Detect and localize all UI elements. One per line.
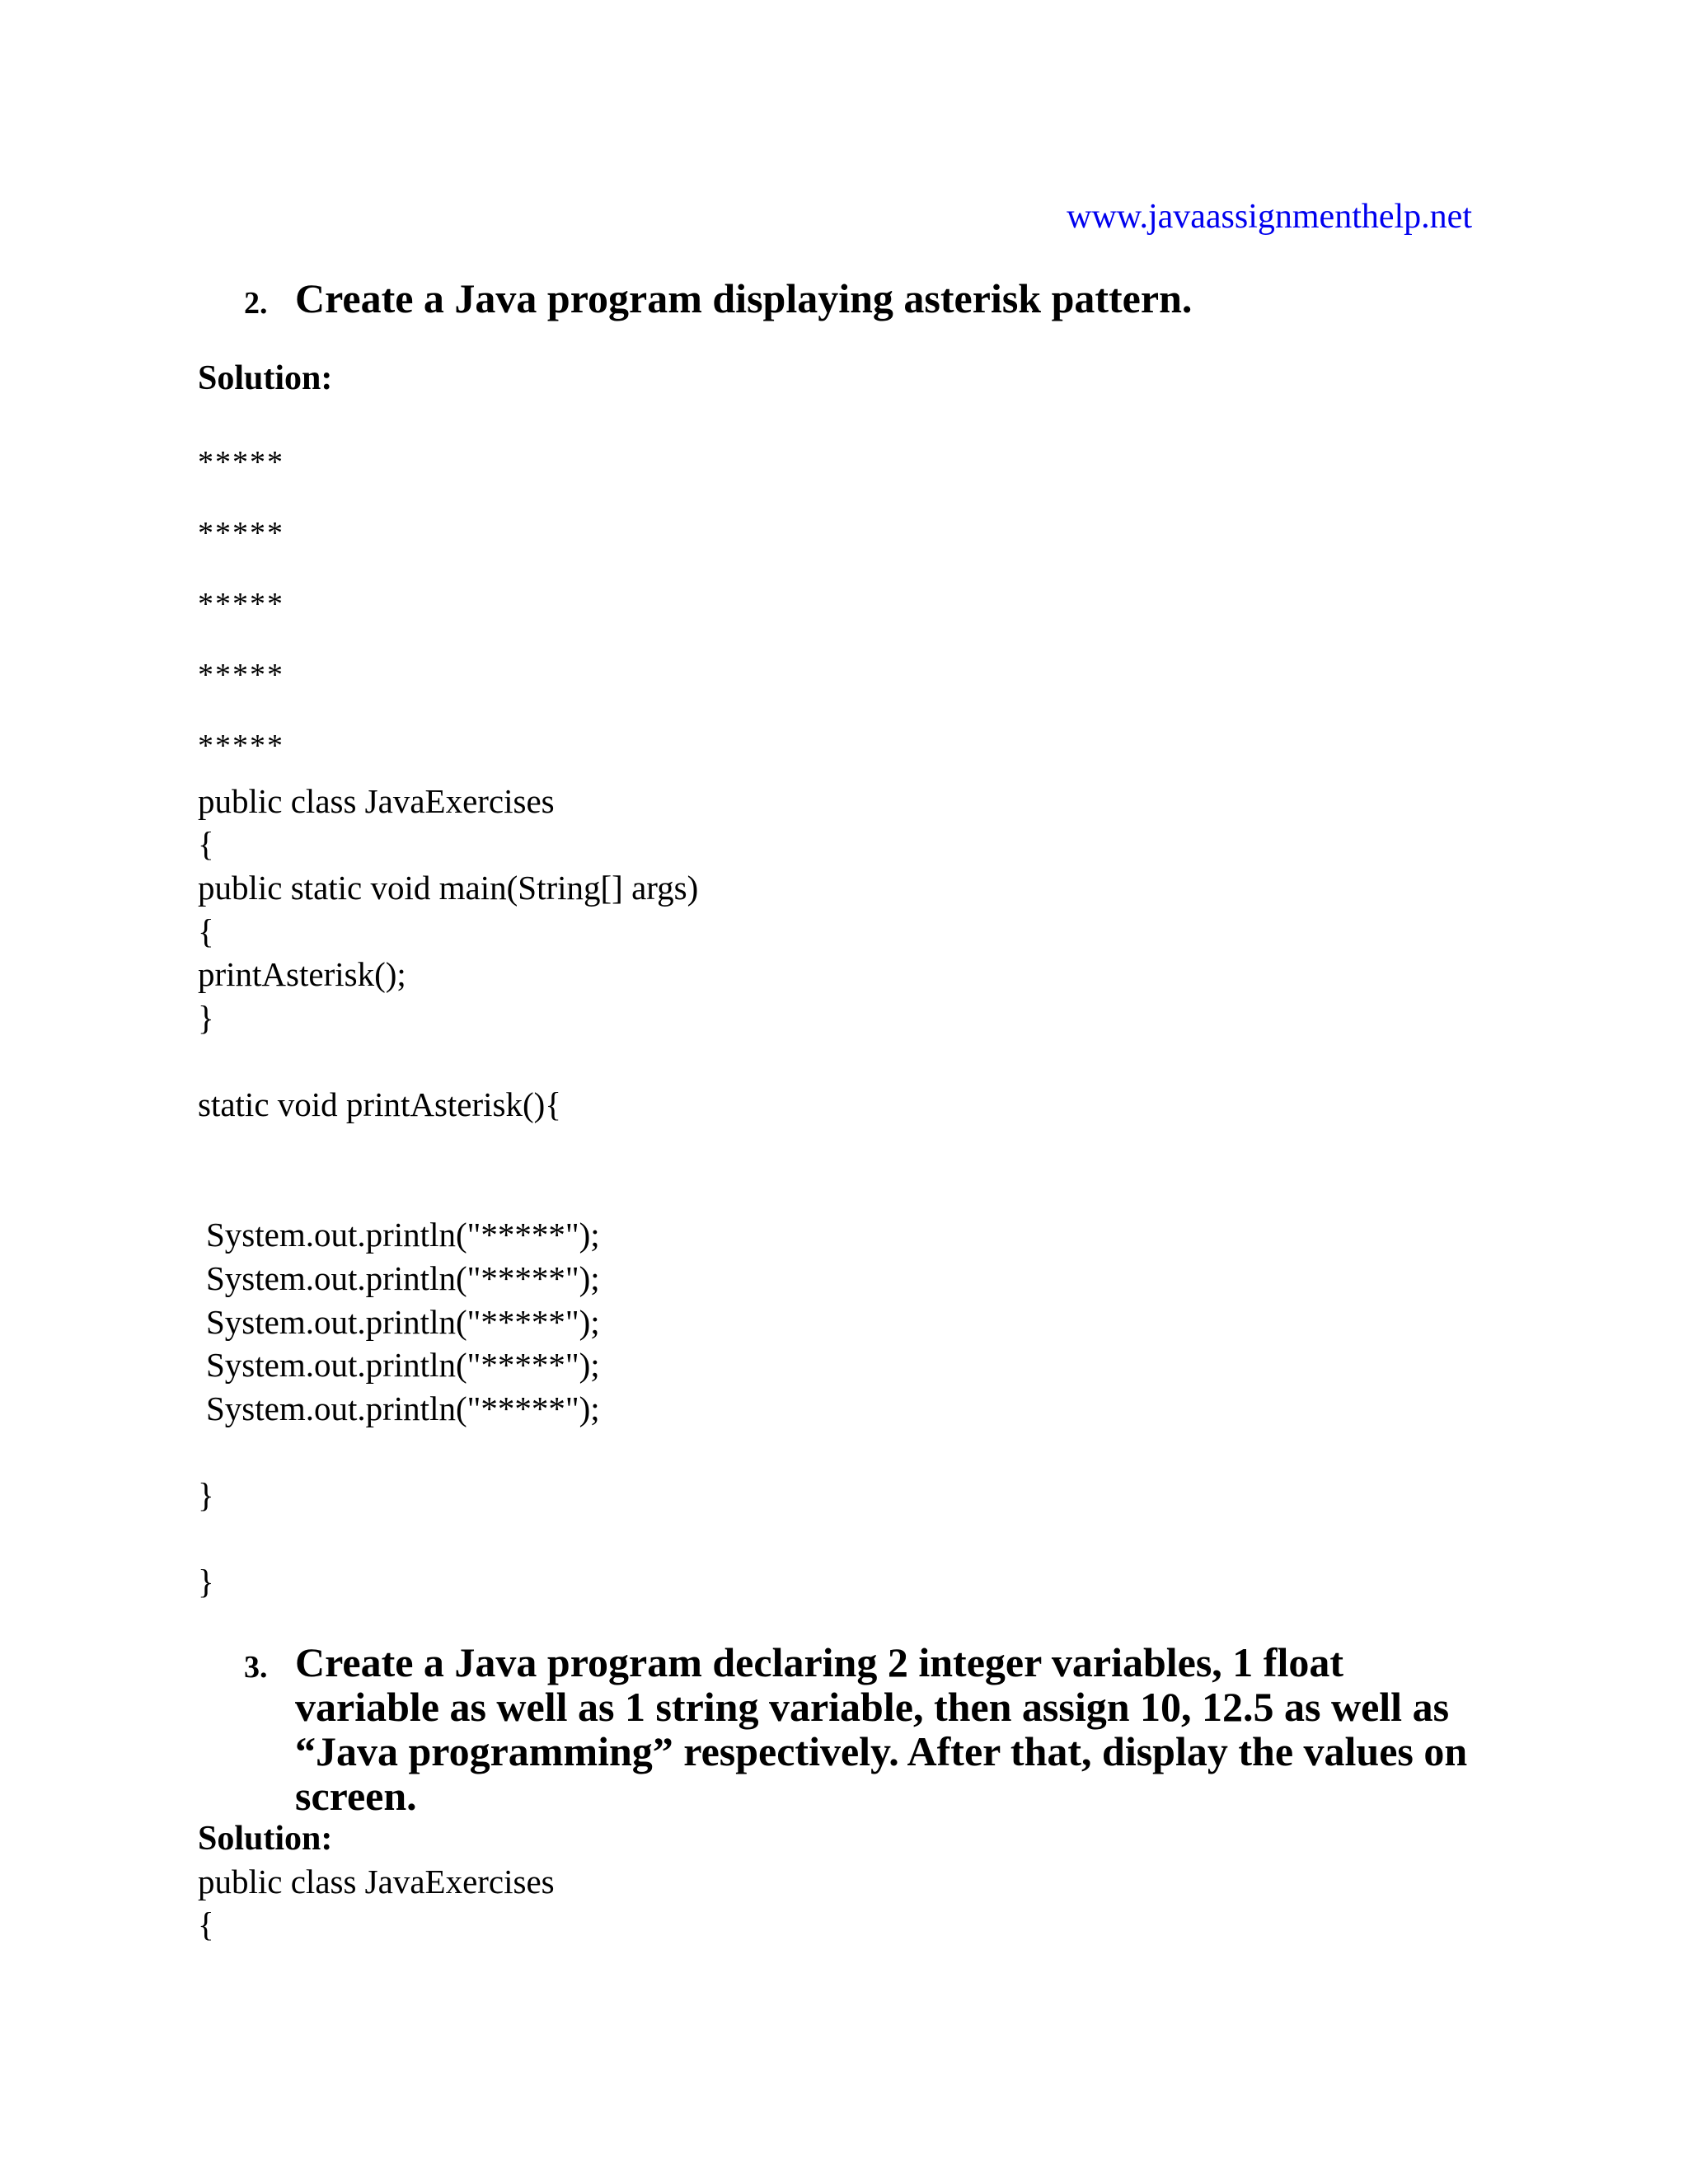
asterisk-pattern xyxy=(198,427,284,781)
question-2-text: Create a Java program displaying asterisk pattern. xyxy=(295,275,1193,321)
code-line: printAsterisk(); xyxy=(198,955,406,993)
code-line: System.out.println("*****"); xyxy=(206,1259,600,1297)
question-3-text: Create a Java program declaring 2 integer variables, 1 float variable as well as 1 string variable, then assign 10, 12.5 as well as “Java programming” respectively. After that, display the values on screen. xyxy=(295,1639,1468,1819)
solution-label-1: Solution: xyxy=(198,359,333,397)
code-line: public class JavaExercises xyxy=(198,782,555,820)
code-line: } xyxy=(198,1476,214,1514)
question-2-number: 2. xyxy=(244,286,268,321)
code-line: { xyxy=(198,912,214,950)
code-line: static void printAsterisk(){ xyxy=(198,1085,561,1123)
solution-label-2: Solution: xyxy=(198,1820,333,1858)
pattern-row: ***** xyxy=(198,658,284,692)
code-line: public class JavaExercises xyxy=(198,1863,555,1900)
question-3-heading xyxy=(244,1640,1480,1818)
code-line: System.out.println("*****"); xyxy=(206,1216,600,1254)
pattern-row: ***** xyxy=(198,729,284,763)
pattern-row: ***** xyxy=(198,445,284,480)
pattern-row: ***** xyxy=(198,516,284,551)
code-line: System.out.println("*****"); xyxy=(206,1390,600,1427)
code-line: System.out.println("*****"); xyxy=(206,1303,600,1341)
code-line: { xyxy=(198,1905,214,1943)
website-link[interactable]: www.javaassignmenthelp.net xyxy=(1067,198,1472,236)
code-line: } xyxy=(198,1563,214,1601)
code-line: System.out.println("*****"); xyxy=(206,1346,600,1384)
code-line: { xyxy=(198,825,214,863)
question-3-number: 3. xyxy=(244,1650,268,1685)
code-line: } xyxy=(198,999,214,1037)
pattern-row: ***** xyxy=(198,587,284,621)
question-2-heading xyxy=(244,276,1480,326)
code-line: public static void main(String[] args) xyxy=(198,869,699,907)
